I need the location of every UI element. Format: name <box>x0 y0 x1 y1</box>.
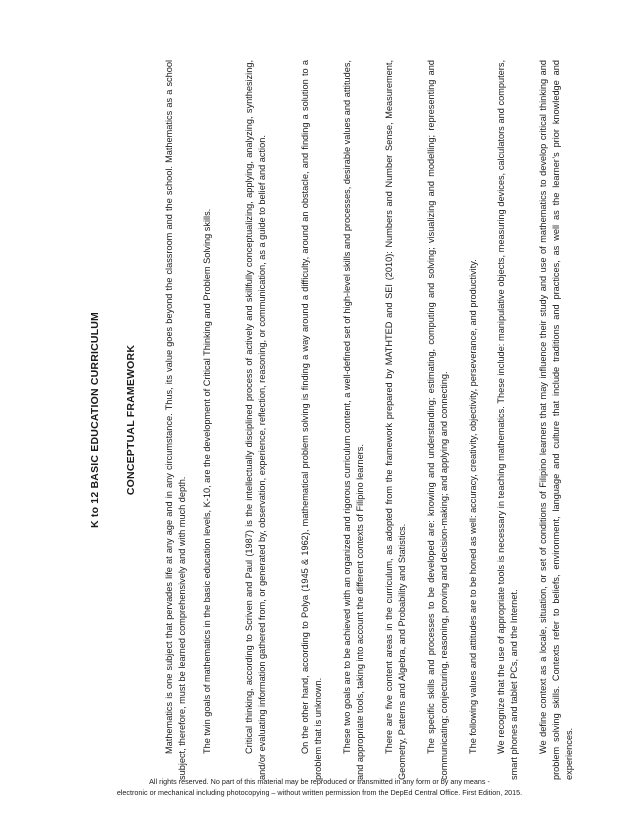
paragraph-9: We recognize that the use of appropriate tools is necessary in teaching mathematics. These include: manipulative objects, measuring devices, calculators and computers, smart phones and tablet PCs, and the Internet. <box>496 60 519 780</box>
paragraph-3: Critical thinking, according to Scriven and Paul (1987) is the intellectually disciplined process of actively and skillfully conceptualizing, applying, analyzing, synthesizing, and/or evaluating information gathered from, or generated by, observation, experience, reflection, reasoning, or communication, as a guide to belief and action. <box>244 60 267 780</box>
paragraph-4: On the other hand, according to Polya (1945 & 1962), mathematical problem solving is finding a way around a difficulty, around an obstacle, and finding a solution to a problem that is unknown. <box>300 60 323 780</box>
paragraph-2: The twin goals of mathematics in the basic education levels, K-10, are the development of Critical Thinking and Problem Solving skills. <box>202 208 212 754</box>
section-heading: CONCEPTUAL FRAMEWORK <box>125 344 137 496</box>
paragraph-6: There are five content areas in the curriculum, as adopted from the framework prepared by MATHTED and SEI (2010): Numbers and Number Sense, Measurement, Geometry, Patterns and Algebra, and Probability and Statistics. <box>384 60 407 780</box>
copyright-line-1: All rights reserved. No part of this material may be reproduced or transmitted in any form or by any means - <box>149 777 490 786</box>
copyright-line-2: electronic or mechanical including photocopying – without written permission from the DepEd Central Office. First Edition, 2015. <box>116 788 523 797</box>
rotated-page-content <box>85 60 585 780</box>
paragraph-8: The following values and attitudes are to be honed as well: accuracy, creativity, objectivity, perseverance, and productivity. <box>468 259 478 754</box>
document-title: K to 12 BASIC EDUCATION CURRICULUM <box>89 311 101 529</box>
paragraph-7: The specific skills and processes to be developed are: knowing and understanding; estimating, computing and solving; visualizing and modelling; representing and communicating; conjecturing, reasoning, proving and decision-making; and applying and connecting. <box>426 60 449 780</box>
paragraph-10: We define context as a locale, situation, or set of conditions of Filipino learners that may influence their study and use of mathematics to develop critical thinking and problem solving skills. Contexts refer to beliefs, environment, language and culture that include traditions and practices, as well as the learner’s prior knowledge and experiences. <box>538 60 574 780</box>
paragraph-5: These two goals are to be achieved with an organized and rigorous curriculum content, a well-defined set of high-level skills and processes, desirable values and attitudes, and appropriate tools, taking into account the different contexts of Filipino learners. <box>342 60 365 780</box>
paragraph-1: Mathematics is one subject that pervades life at any age and in any circumstance. Thus, its value goes beyond the classroom and the school. Mathematics as a school subject, therefore, must be learned comprehensively and with much depth. <box>164 60 187 780</box>
